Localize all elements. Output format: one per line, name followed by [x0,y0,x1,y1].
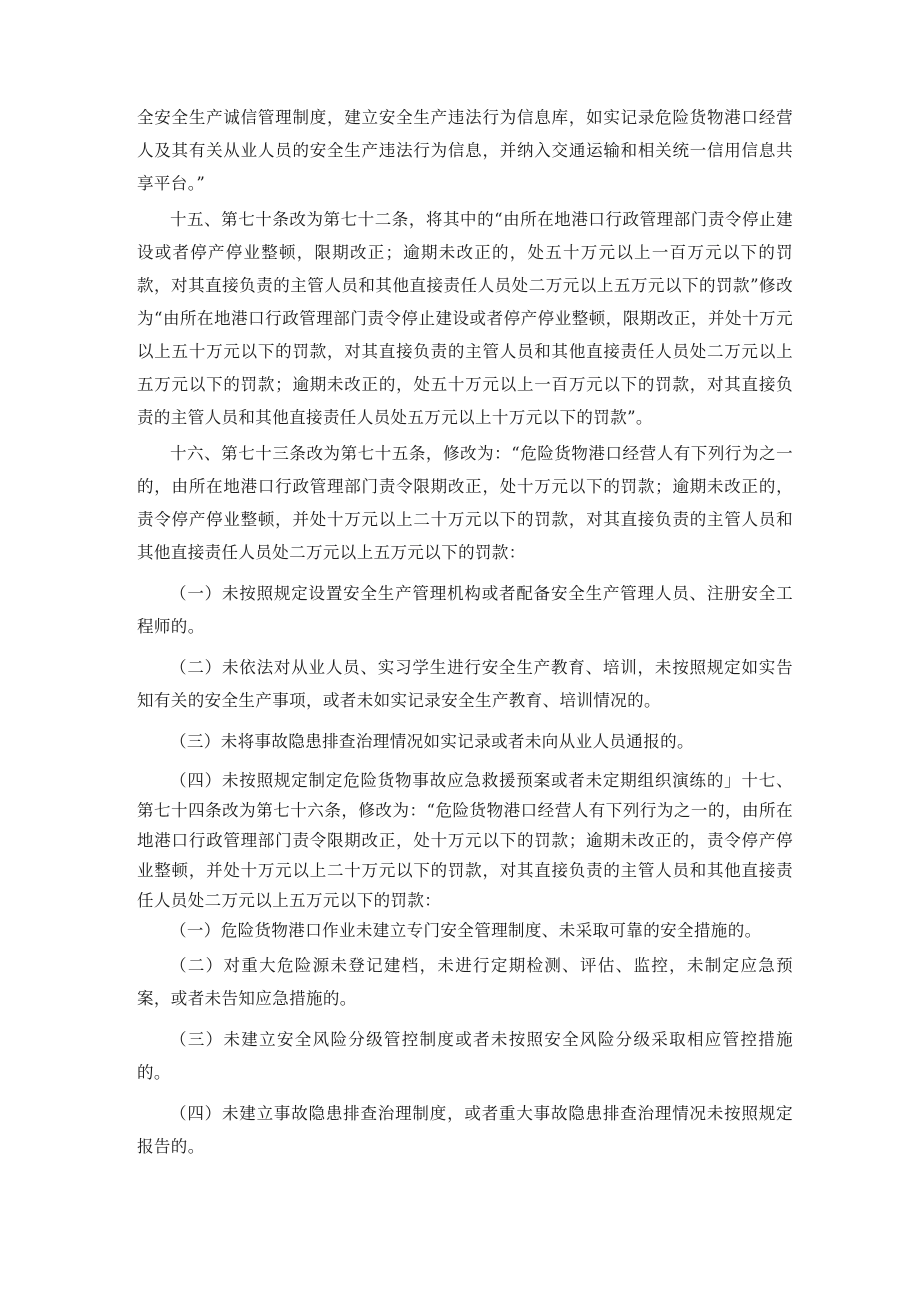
paragraph-16-sub-1: （一）未按照规定设置安全生产管理机构或者配备安全生产管理人员、注册安全工程师的。 [137,584,793,636]
paragraph-item-16: 十六、第七十三条改为第七十五条，修改为：“危险货物港口经营人有下列行为之一的，由所在地港口行政管理部门责令限期改正，处十万元以下的罚款；逾期未改正的，责令停产停业整顿，并处十万元以上二十万元以下的罚款，对其直接负责的主管人员和其他直接责任人员处二万元以上五万元以下的罚款： [137,444,793,562]
paragraph-17-sub-4: （四）未建立事故隐患排查治理制度，或者重大事故隐患排查治理情况未按照规定报告的。 [137,1104,793,1156]
paragraph-17-sub-3: （三）未建立安全风险分级管控制度或者未按照安全风险分级采取相应管控措施的。 [137,1030,793,1082]
paragraph-continuation: 全安全生产诚信管理制度，建立安全生产违法行为信息库，如实记录危险货物港口经营人及其有关从业人员的安全生产违法行为信息，并纳入交通运输和相关统一信用信息共享平台。” [137,108,793,193]
paragraph-16-sub-4-and-item-17: （四）未按照规定制定危险货物事故应急救援预案或者未定期组织演练的」十七、第七十四条改为第七十六条，修改为：“危险货物港口经营人有下列行为之一的，由所在地港口行政管理部门责令限期改正，处十万元以下的罚款；逾期未改正的，责令停产停业整顿，并处十万元以上二十万元以下的罚款，对其直接负责的主管人员和其他直接责任人员处二万元以上五万元以下的罚款： [137,771,793,910]
paragraph-item-15: 十五、第七十条改为第七十二条，将其中的“由所在地港口行政管理部门责令停止建设或者停产停业整顿，限期改正；逾期未改正的，处五十万元以上一百万元以下的罚款，对其直接负责的主管人员和其他直接责任人员处二万元以上五万元以下的罚款”修改为“由所在地港口行政管理部门责令停止建设或者停产停业整顿，限期改正，并处十万元以上五十万元以下的罚款，对其直接负责的主管人员和其他直接责任人员处二万元以上五万元以下的罚款；逾期未改正的，处五十万元以上一百万元以下的罚款，对其直接负责的主管人员和其他直接责任人员处五万元以上十万元以下的罚款”。 [137,210,793,427]
document-body [137,101,793,1163]
paragraph-17-sub-2: （二）对重大危险源未登记建档，未进行定期检测、评估、监控，未制定应急预案，或者未告知应急措施的。 [137,956,793,1008]
paragraph-16-sub-3: （三）未将事故隐患排查治理情况如实记录或者未向从业人员通报的。 [170,732,694,751]
paragraph-17-sub-1: （一）危险货物港口作业未建立专门安全管理制度、未采取可靠的安全措施的。 [170,921,762,940]
paragraph-16-sub-2: （二）未依法对从业人员、实习学生进行安全生产教育、培训，未按照规定如实告知有关的安全生产事项，或者未如实记录安全生产教育、培训情况的。 [137,658,793,710]
